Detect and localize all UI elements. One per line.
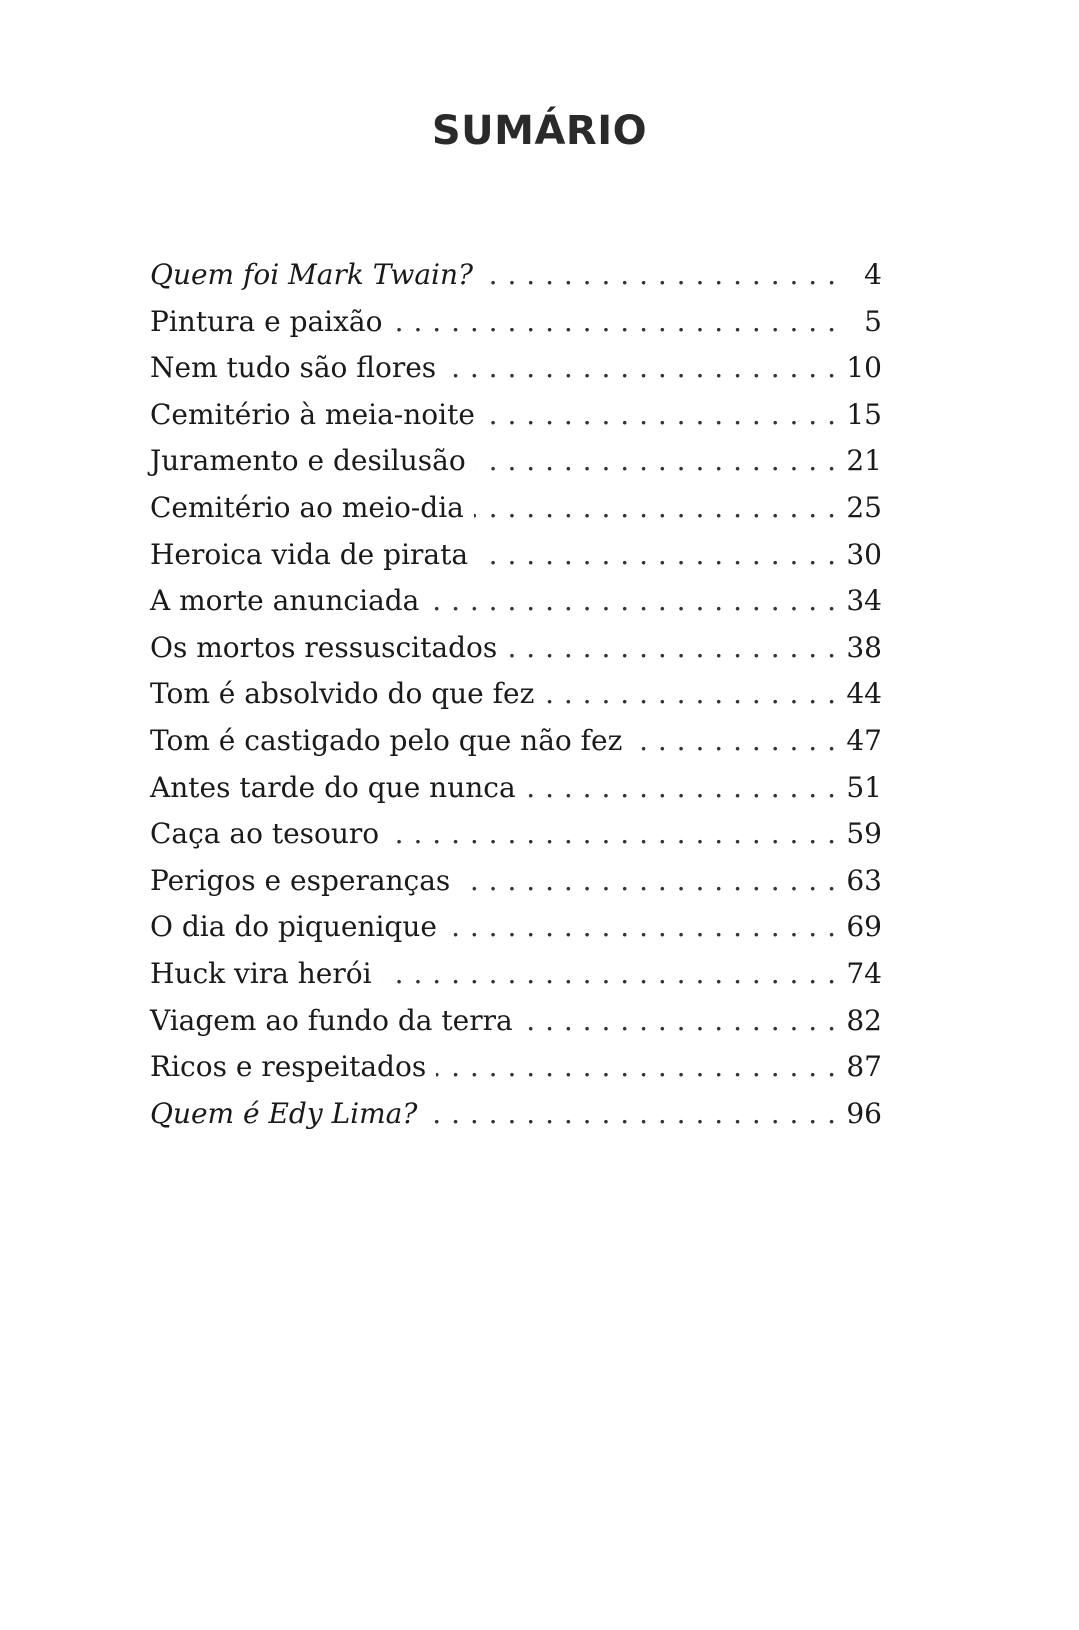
- leader-dots: [474, 485, 836, 532]
- toc-entry: [150, 299, 882, 346]
- toc-entry-page: 21: [846, 444, 882, 478]
- toc-entry-page: 4: [864, 258, 882, 291]
- toc-entry-label: Ricos e respeitados: [150, 1050, 427, 1084]
- toc-entry-label: Cemitério ao meio-dia: [150, 490, 464, 524]
- toc-entry: [150, 578, 882, 625]
- table-of-contents: [150, 252, 882, 1137]
- toc-entry-label: Tom é castigado pelo que não fez: [150, 723, 623, 757]
- toc-entry-label: Viagem ao fundo da terra: [150, 1003, 513, 1037]
- leader-dots: [392, 299, 836, 346]
- toc-entry-label: Nem tudo são flores: [150, 351, 437, 385]
- toc-entry: [150, 1044, 882, 1091]
- leader-dots: [447, 904, 836, 951]
- toc-entry-label: O dia do piquenique: [150, 910, 437, 944]
- leader-dots: [483, 252, 836, 299]
- leader-dots: [478, 532, 836, 579]
- toc-entry-label: Pintura e paixão: [150, 304, 383, 338]
- leader-dots: [544, 671, 836, 718]
- toc-entry: [150, 718, 882, 765]
- toc-entry-page: 63: [846, 863, 882, 897]
- toc-entry: [150, 904, 882, 951]
- leader-dots: [446, 345, 836, 392]
- toc-entry-page: 69: [846, 910, 882, 944]
- toc-entry: [150, 252, 882, 299]
- toc-entry-label: Cemitério à meia-noite: [150, 397, 475, 431]
- toc-entry: [150, 438, 882, 485]
- toc-entry-page: 38: [846, 630, 882, 664]
- toc-entry: [150, 1091, 882, 1138]
- toc-entry-label: A morte anunciada: [150, 584, 420, 618]
- toc-entry-label: Caça ao tesouro: [150, 817, 380, 851]
- toc-entry-page: 87: [846, 1050, 882, 1084]
- toc-entry-page: 25: [846, 490, 882, 524]
- toc-entry: [150, 811, 882, 858]
- toc-entry-label: Perigos e esperanças: [150, 863, 451, 897]
- toc-entry: [150, 765, 882, 812]
- toc-entry-page: 47: [846, 723, 882, 757]
- toc-entry-page: 10: [846, 351, 882, 385]
- toc-entry: [150, 485, 882, 532]
- toc-entry: [150, 951, 882, 998]
- toc-entry-page: 44: [846, 677, 882, 711]
- toc-entry-label: Quem é Edy Lima?: [150, 1096, 418, 1130]
- toc-entry: [150, 532, 882, 579]
- leader-dots: [485, 392, 836, 439]
- page-title: SUMÁRIO: [431, 108, 648, 154]
- toc-entry-label: Quem foi Mark Twain?: [150, 258, 474, 291]
- leader-dots: [382, 951, 836, 998]
- leader-dots: [389, 811, 836, 858]
- toc-entry-label: Antes tarde do que nunca: [150, 770, 516, 804]
- toc-entry-page: 30: [846, 537, 882, 571]
- toc-entry: [150, 858, 882, 905]
- toc-entry-page: 34: [846, 584, 882, 618]
- toc-entry: [150, 998, 882, 1045]
- toc-entry-label: Huck vira herói: [150, 956, 372, 990]
- toc-entry-label: Heroica vida de pirata: [150, 537, 469, 571]
- toc-entry-label: Juramento e desilusão: [150, 444, 466, 478]
- toc-entry: [150, 345, 882, 392]
- toc-entry-label: Tom é absolvido do que fez: [150, 677, 535, 711]
- toc-entry: [150, 625, 882, 672]
- toc-entry-page: 51: [846, 770, 882, 804]
- toc-entry-label: Os mortos ressuscitados: [150, 630, 498, 664]
- toc-entry-page: 74: [846, 956, 882, 990]
- leader-dots: [429, 578, 836, 625]
- toc-entry-page: 82: [846, 1003, 882, 1037]
- toc-entry-page: 15: [846, 397, 882, 431]
- leader-dots: [427, 1091, 836, 1138]
- leader-dots: [507, 625, 836, 672]
- leader-dots: [476, 438, 836, 485]
- toc-entry-page: 59: [846, 817, 882, 851]
- leader-dots: [436, 1044, 836, 1091]
- leader-dots: [632, 718, 836, 765]
- toc-entry: [150, 671, 882, 718]
- leader-dots: [460, 858, 836, 905]
- toc-entry: [150, 392, 882, 439]
- toc-entry-page: 5: [864, 304, 882, 338]
- toc-entry-page: 96: [846, 1096, 882, 1130]
- leader-dots: [523, 998, 836, 1045]
- leader-dots: [526, 765, 836, 812]
